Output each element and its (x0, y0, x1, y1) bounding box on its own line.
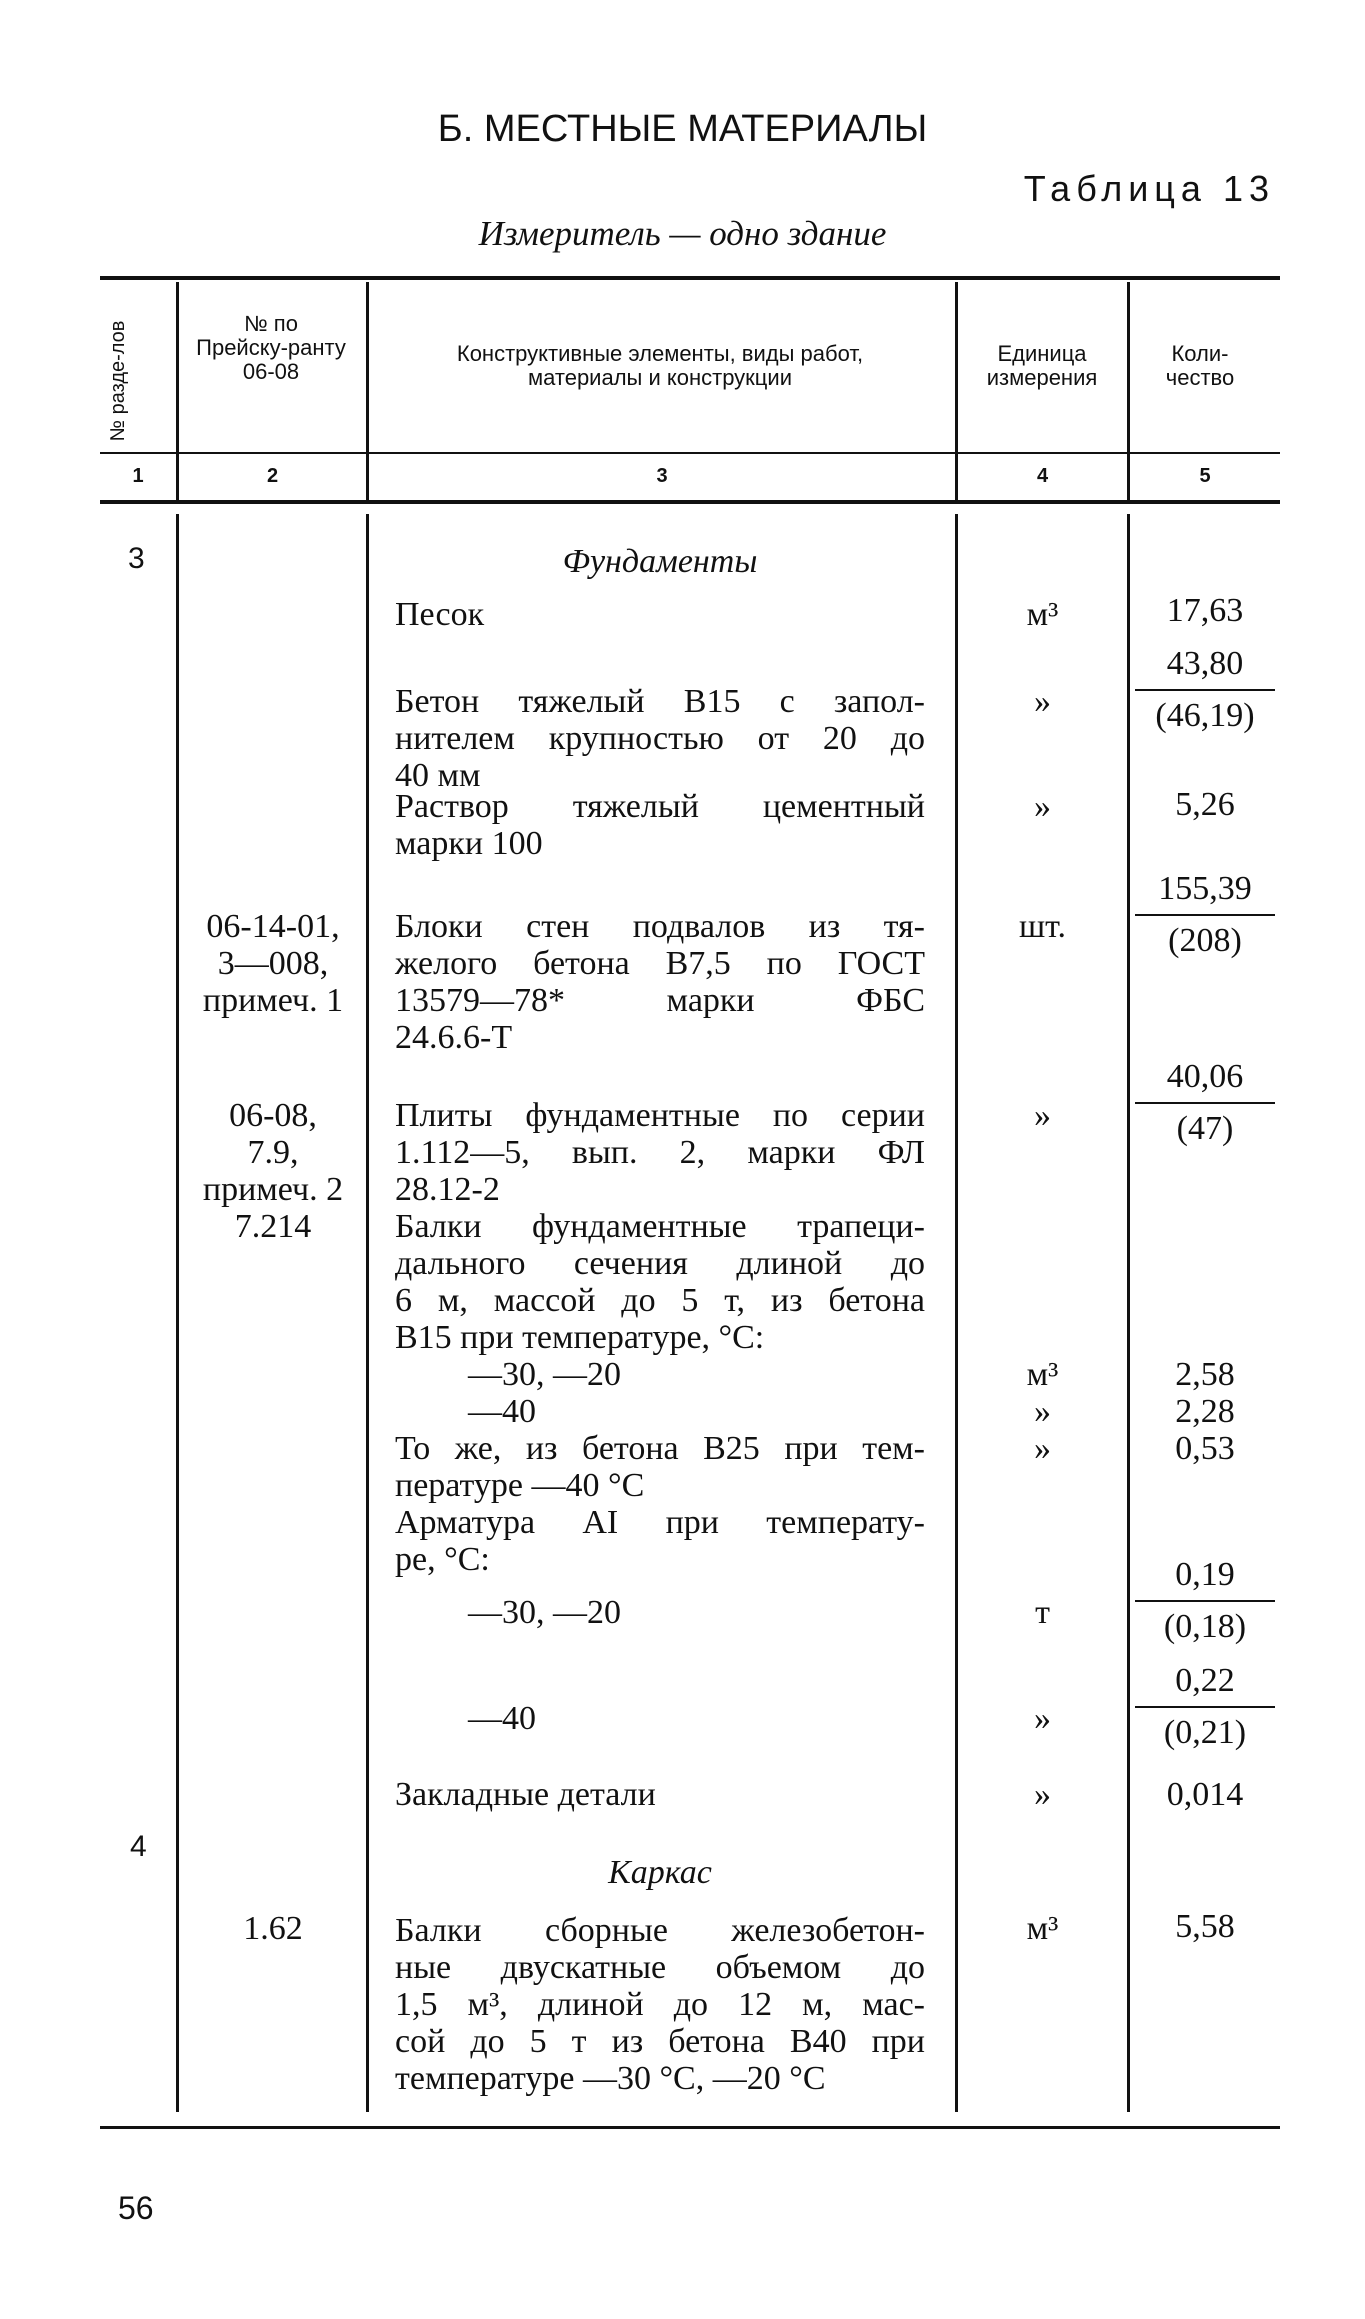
table-label: Таблица 13 (1023, 168, 1275, 209)
section-number: 4 (130, 1830, 147, 1863)
row-qty: 2,58 (1175, 1356, 1235, 1393)
page-title: Б. МЕСТНЫЕ МАТЕРИАЛЫ (437, 108, 928, 150)
row-qty: 2,28 (1175, 1393, 1235, 1430)
qty-top: 0,22 (1175, 1662, 1235, 1699)
row-qty: 0,53 (1175, 1430, 1235, 1467)
row-unit: » (1034, 788, 1051, 825)
row-unit: » (1034, 1700, 1051, 1737)
row-qty-fraction (1135, 870, 1275, 960)
row-unit: т (1035, 1594, 1050, 1631)
row-unit: » (1034, 1776, 1051, 1813)
row-text-line: желого бетона B7,5 по ГОСТ (395, 945, 925, 982)
row-price-line: 06-14-01, (206, 908, 340, 945)
qty-top: 155,39 (1158, 870, 1252, 907)
row-text-line: пературе —40 °С (395, 1467, 645, 1504)
qty-bottom: (47) (1176, 1110, 1234, 1147)
row-text-line: нителем крупностью от 20 до (395, 720, 925, 757)
fraction-bar (1135, 1600, 1275, 1602)
row-text-line: Раствор тяжелый цементный (395, 788, 925, 825)
qty-bottom: (46,19) (1155, 697, 1255, 734)
header-section-no: № разде-лов (107, 320, 129, 442)
row-text: Закладные детали (395, 1776, 656, 1813)
row-qty-fraction (1135, 1556, 1275, 1646)
row-unit: м³ (1026, 1356, 1059, 1393)
row-unit: » (1034, 683, 1051, 720)
qty-top: 43,80 (1166, 645, 1244, 682)
row-price-line: 3—008, (217, 945, 329, 982)
col-number-1: 1 (132, 465, 144, 487)
row-text-line: дального сечения длиной до (395, 1245, 925, 1282)
row-qty: 17,63 (1166, 592, 1244, 629)
row-qty: 0,014 (1166, 1776, 1244, 1813)
col-number-3: 3 (656, 465, 668, 487)
fraction-bar (1135, 914, 1275, 916)
row-qty-fraction (1135, 1058, 1275, 1148)
fraction-bar (1135, 1102, 1275, 1104)
row-text: —30, —20 (468, 1594, 621, 1631)
qty-bottom: (0,18) (1163, 1608, 1247, 1645)
row-qty-fraction (1135, 645, 1275, 735)
row-text-line: сой до 5 т из бетона B40 при (395, 2023, 925, 2060)
row-text-line: 28.12-2 (395, 1171, 500, 1208)
row-text-line: Арматура AI при температу- (395, 1504, 925, 1541)
col-number-2: 2 (266, 465, 279, 487)
header-elements: Конструктивные элементы, виды работ, материалы и конструкции (456, 341, 864, 390)
row-text-line: 24.6.6-Т (395, 1019, 513, 1056)
qty-top: 0,19 (1175, 1556, 1235, 1593)
qty-bottom: (0,21) (1163, 1714, 1247, 1751)
header-price-no: № по Прейску-ранту 06-08 (196, 311, 346, 384)
header-qty: Коли-чество (1165, 341, 1235, 390)
row-qty-fraction (1135, 1662, 1275, 1752)
row-qty: 5,58 (1175, 1908, 1235, 1945)
row-text: —40 (468, 1393, 536, 1430)
col-number-5: 5 (1199, 465, 1211, 487)
row-text-line: Балки сборные железобетон- (395, 1912, 925, 1949)
row-price-line: 7.9, (247, 1134, 299, 1171)
row-price: 1.62 (243, 1910, 303, 1947)
qty-top: 40,06 (1166, 1058, 1244, 1095)
row-text-line: 40 мм (395, 757, 481, 794)
row-text-line: Балки фундаментные трапеци- (395, 1208, 925, 1245)
qty-bottom: (208) (1168, 922, 1242, 959)
row-unit: шт. (1019, 908, 1066, 945)
section-title: Каркас (608, 1854, 712, 1891)
page-number: 56 (118, 2190, 154, 2226)
row-text-line: температуре —30 °С, —20 °С (395, 2060, 826, 2097)
row-price-line: примеч. 1 (202, 982, 344, 1019)
row-text-line: 1.112—5, вып. 2, марки ФЛ (395, 1134, 925, 1171)
row-text-line: То же, из бетона B25 при тем- (395, 1430, 925, 1467)
row-text-line: 1,5 м³, длиной до 12 м, мас- (395, 1986, 925, 2023)
fraction-bar (1135, 1706, 1275, 1708)
row-text-line: B15 при температуре, °С: (395, 1319, 765, 1356)
row-text-line: 6 м, массой до 5 т, из бетона (395, 1282, 925, 1319)
row-price-line: примеч. 2 (202, 1171, 344, 1208)
section-title: Фундаменты (562, 543, 758, 580)
fraction-bar (1135, 689, 1275, 691)
row-unit: м³ (1026, 1910, 1059, 1947)
row-unit: » (1034, 1393, 1051, 1430)
row-text-line: ные двускатные объемом до (395, 1949, 925, 1986)
row-unit: » (1034, 1097, 1051, 1134)
row-text-line: Блоки стен подвалов из тя- (395, 908, 925, 945)
row-text-line: ре, °С: (395, 1541, 490, 1578)
row-text-line: Плиты фундаментные по серии (395, 1097, 925, 1134)
row-text-line: Бетон тяжелый B15 с запол- (395, 683, 925, 720)
row-price-line: 06-08, (229, 1097, 317, 1134)
row-price-line: 7.214 (234, 1208, 312, 1245)
section-number: 3 (128, 542, 145, 575)
row-qty: 5,26 (1175, 786, 1235, 823)
row-text-line: 13579—78* марки ФБС (395, 982, 925, 1019)
row-text-line: марки 100 (395, 825, 543, 862)
row-text: —40 (468, 1700, 536, 1737)
col-number-4: 4 (1036, 465, 1049, 487)
row-unit: м³ (1026, 596, 1059, 633)
row-text: —30, —20 (468, 1356, 621, 1393)
header-unit: Единица измерения (986, 341, 1098, 390)
row-text: Песок (395, 596, 485, 633)
measure-caption: Измеритель — одно здание (478, 214, 887, 253)
row-unit: » (1034, 1430, 1051, 1467)
